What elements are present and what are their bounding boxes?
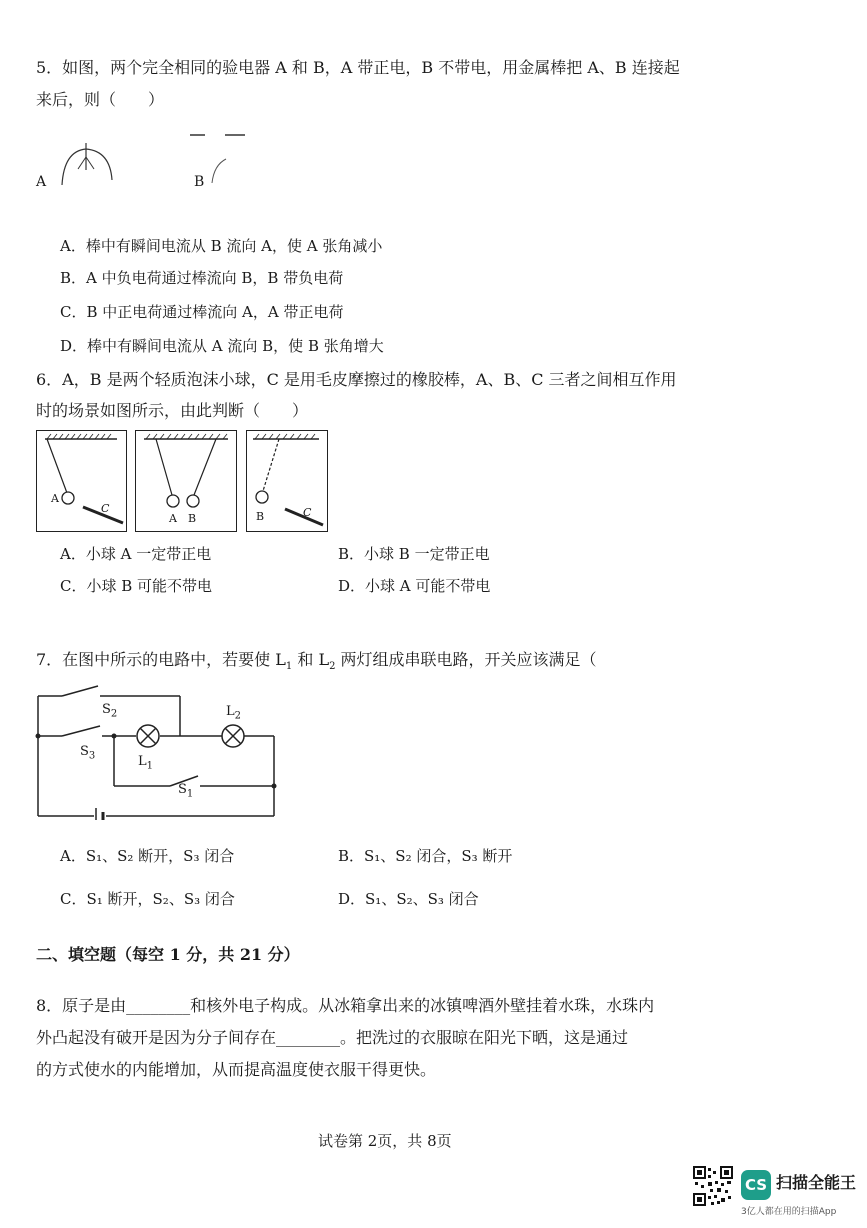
q6-panel-1 [36, 430, 127, 532]
q8-line1: 8．原子是由________和核外电子构成。从冰箱拿出来的冰镇啤酒外壁挂着水珠，水珠内 [36, 996, 655, 1015]
q6-p3-ball-label: B [256, 510, 265, 523]
q7-stem-post: 两灯组成串联电路，开关应该满足（ [335, 650, 597, 669]
q6-p2-ball-b-label: B [188, 512, 197, 525]
q7-label-l2: $L_2$ [226, 704, 242, 722]
q6-option-a: A．小球 A 一定带正电 [60, 545, 212, 563]
page-footer: 试卷第 2页，共 8页 [318, 1132, 452, 1150]
q5-option-c: C．B 中正电荷通过棒流向 A，A 带正电荷 [60, 303, 344, 321]
q7-option-b: B．S₁、S₂ 闭合，S₃ 断开 [338, 847, 513, 865]
q6-panel-2 [135, 430, 237, 532]
q5-label-a: A [36, 174, 47, 190]
q5-stem-line2: 来后，则（ ） [36, 90, 165, 109]
section-2-title: 二、填空题（每空 1 分，共 21 分） [36, 945, 300, 964]
q7-label-s2: $S_2$ [102, 702, 118, 720]
q5-electroscope-figure [30, 125, 290, 205]
q7-stem [36, 650, 597, 677]
q7-option-a: A．S₁、S₂ 断开，S₃ 闭合 [60, 847, 235, 865]
q6-stem-line1: 6．A，B 是两个轻质泡沫小球，C 是用毛皮摩擦过的橡胶棒，A、B、C 三者之间相互作用 [36, 370, 677, 389]
q6-option-d: D．小球 A 可能不带电 [338, 577, 491, 595]
q5-label-b: B [194, 174, 205, 190]
camscanner-logo: CS [741, 1170, 771, 1200]
q7-label-l1: $L_1$ [138, 754, 154, 772]
q6-p1-ball-label: A [51, 492, 59, 505]
q5-option-d: D．棒中有瞬间电流从 A 流向 B，使 B 张角增大 [60, 337, 384, 355]
q5-option-b: B．A 中负电荷通过棒流向 B，B 带负电荷 [60, 269, 344, 287]
q6-option-b: B．小球 B 一定带正电 [338, 545, 490, 563]
q7-option-d: D．S₁、S₂、S₃ 闭合 [338, 890, 479, 908]
q7-label-s3: $S_3$ [80, 744, 96, 762]
q7-stem-mid: 和 L [292, 650, 330, 669]
q7-stem-pre: 7．在图中所示的电路中，若要使 L [36, 650, 286, 669]
q6-p3-rod-label: C [303, 506, 312, 519]
q5-stem-line1: 5．如图，两个完全相同的验电器 A 和 B，A 带正电，B 不带电，用金属棒把 A、B 连接起 [36, 58, 680, 77]
q6-p2-ball-a-label: A [169, 512, 177, 525]
qr-code-icon [692, 1165, 734, 1207]
camscanner-brand: 扫描全能王 [776, 1173, 857, 1192]
q6-option-c: C．小球 B 可能不带电 [60, 577, 213, 595]
q7-option-c: C．S₁ 断开，S₂、S₃ 闭合 [60, 890, 235, 908]
camscanner-tagline: 3亿人都在用的扫描App [741, 1207, 837, 1217]
q7-circuit-diagram [30, 680, 290, 820]
q7-stem-sub2: 2 [329, 661, 336, 673]
q7-stem-sub1: 1 [285, 661, 293, 673]
q8-line2: 外凸起没有破开是因为分子间存在________。把洗过的衣服晾在阳光下晒，这是通过 [36, 1028, 629, 1047]
q8-line3: 的方式使水的内能增加，从而提高温度使衣服干得更快。 [36, 1060, 437, 1079]
q5-option-a: A．棒中有瞬间电流从 B 流向 A，使 A 张角减小 [60, 237, 383, 255]
q6-panel-3 [246, 430, 328, 532]
q7-label-s1: $S_1$ [178, 782, 194, 800]
q6-p1-rod-label: C [101, 502, 110, 515]
q6-stem-line2: 时的场景如图所示，由此判断（ ） [36, 401, 309, 420]
